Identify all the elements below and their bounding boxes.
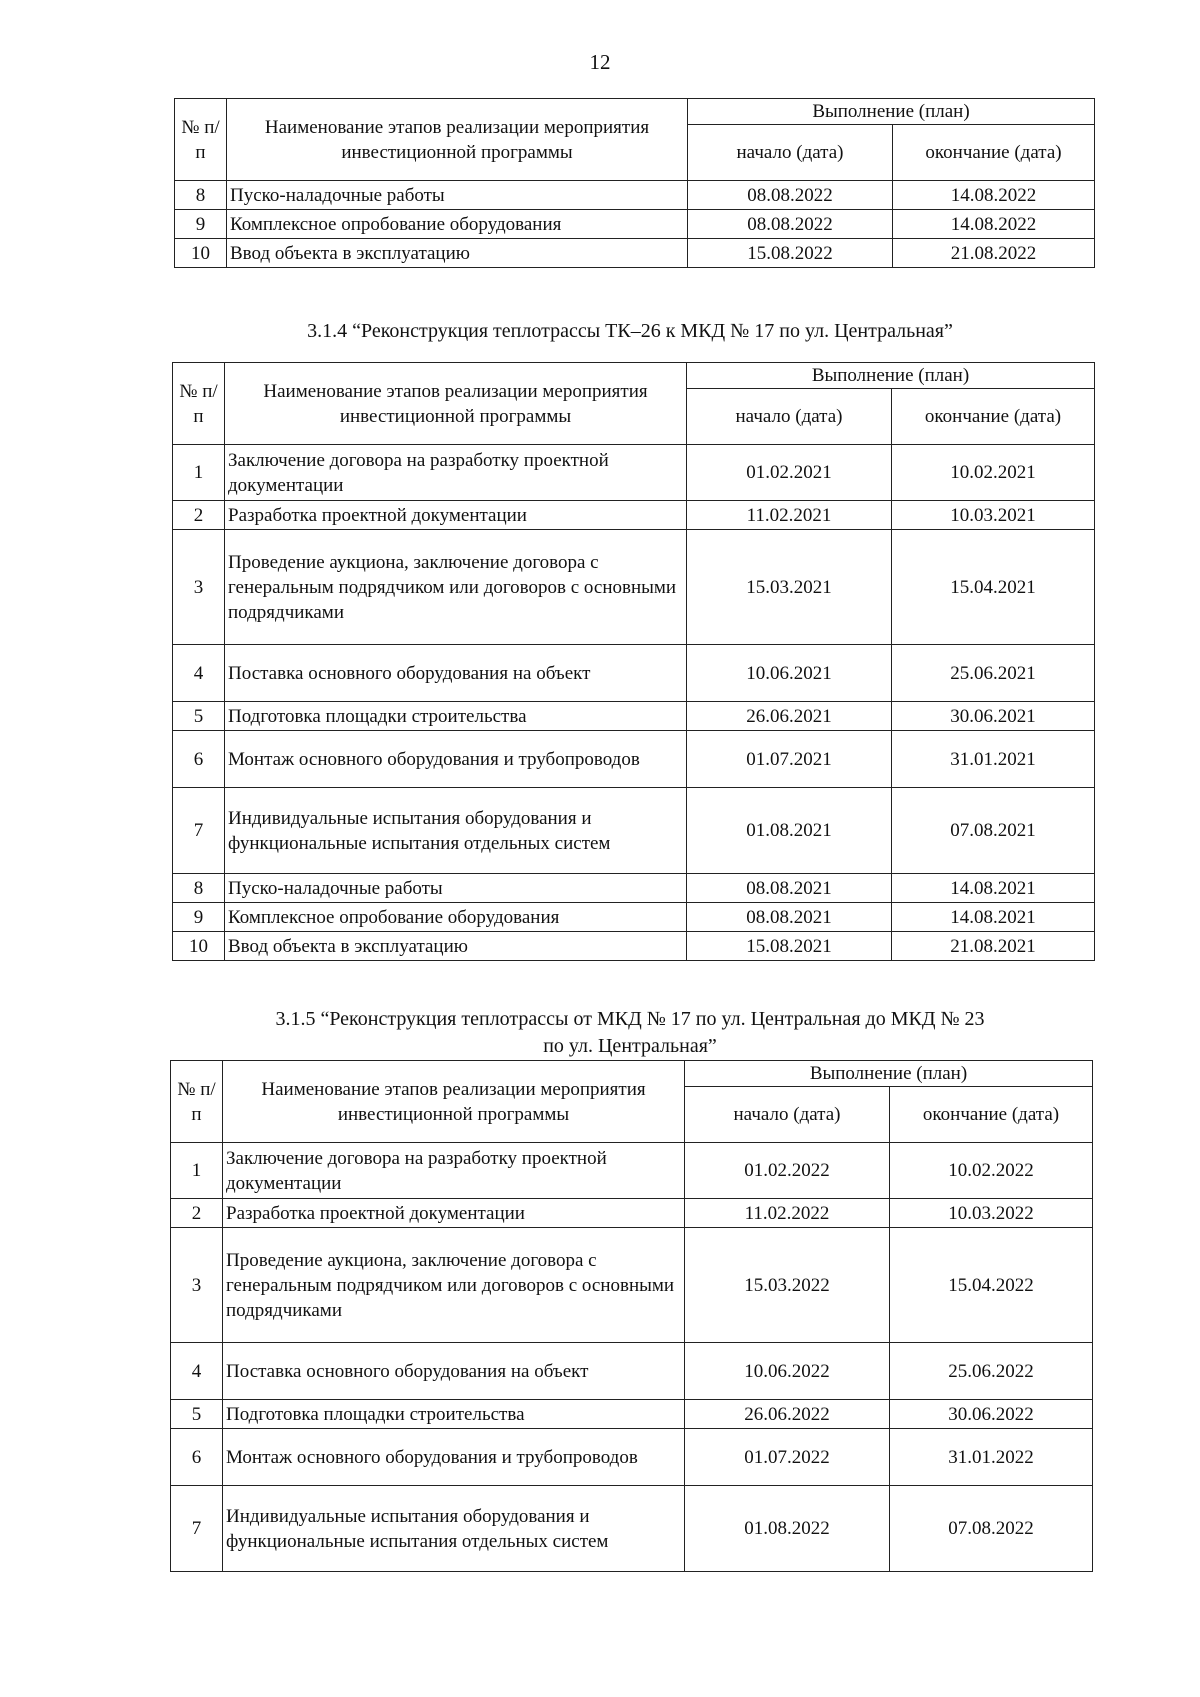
header-stage-name: Наименование этапов реализации мероприятия инвестиционной программы [225,363,687,445]
row-start-date: 15.03.2022 [685,1228,890,1343]
header-stage-name: Наименование этапов реализации мероприятия инвестиционной программы [223,1061,685,1143]
header-start: начало (дата) [685,1087,890,1143]
row-end-date: 14.08.2022 [893,181,1095,210]
table-row [171,1143,1093,1199]
row-start-date: 10.06.2021 [687,645,892,702]
table-row [173,702,1095,731]
row-num: 10 [175,239,227,268]
row-num: 3 [173,530,225,645]
table-row [173,501,1095,530]
table-row [171,1199,1093,1228]
stages-table-continued [174,98,1095,268]
section-3-1-4-title: 3.1.4 “Реконструкция теплотрассы ТК–26 к МКД № 17 по ул. Центральная” [307,320,953,342]
table-row [171,1228,1093,1343]
row-stage: Заключение договора на разработку проектной документации [223,1143,685,1199]
row-num: 9 [175,210,227,239]
row-end-date: 07.08.2021 [892,788,1095,874]
row-end-date: 25.06.2022 [890,1343,1093,1400]
row-start-date: 01.08.2022 [685,1486,890,1572]
table-header [171,1061,1093,1143]
row-stage: Монтаж основного оборудования и трубопроводов [225,731,687,788]
row-start-date: 10.06.2022 [685,1343,890,1400]
row-stage: Индивидуальные испытания оборудования и функциональные испытания отдельных систем [225,788,687,874]
page-number: 12 [589,50,611,74]
header-end: окончание (дата) [890,1087,1093,1143]
row-stage: Комплексное опробование оборудования [227,210,688,239]
row-stage: Комплексное опробование оборудования [225,903,687,932]
row-start-date: 01.07.2022 [685,1429,890,1486]
row-num: 6 [173,731,225,788]
row-num: 9 [173,903,225,932]
row-stage: Пуско-наладочные работы [225,874,687,903]
header-plan: Выполнение (план) [687,363,1095,389]
row-num: 5 [171,1400,223,1429]
table-row [175,210,1095,239]
row-end-date: 14.08.2021 [892,903,1095,932]
row-stage: Подготовка площадки строительства [223,1400,685,1429]
row-start-date: 08.08.2021 [687,874,892,903]
row-stage: Разработка проектной документации [223,1199,685,1228]
row-stage: Поставка основного оборудования на объект [223,1343,685,1400]
row-end-date: 15.04.2022 [890,1228,1093,1343]
row-end-date: 14.08.2021 [892,874,1095,903]
table-body [171,1143,1093,1572]
row-start-date: 01.08.2021 [687,788,892,874]
section-3-1-5-title [0,1006,1200,1060]
row-num: 1 [171,1143,223,1199]
row-num: 10 [173,932,225,961]
row-end-date: 31.01.2022 [890,1429,1093,1486]
row-end-date: 30.06.2022 [890,1400,1093,1429]
row-num: 4 [171,1343,223,1400]
header-num: № п/п [173,363,225,445]
row-stage: Заключение договора на разработку проектной документации [225,445,687,501]
table-row [171,1400,1093,1429]
header-stage-name: Наименование этапов реализации мероприятия инвестиционной программы [227,99,688,181]
row-start-date: 01.02.2022 [685,1143,890,1199]
table-row [171,1486,1093,1572]
row-start-date: 26.06.2022 [685,1400,890,1429]
row-stage: Поставка основного оборудования на объект [225,645,687,702]
row-start-date: 01.07.2021 [687,731,892,788]
row-stage: Проведение аукциона, заключение договора с генеральным подрядчиком или договоров с основными подрядчиками [225,530,687,645]
row-end-date: 14.08.2022 [893,210,1095,239]
header-num: № п/п [175,99,227,181]
table-body [175,181,1095,268]
row-num: 8 [173,874,225,903]
table-row [173,530,1095,645]
table-row [171,1429,1093,1486]
row-num: 7 [171,1486,223,1572]
header-start: начало (дата) [687,389,892,445]
table-row [173,731,1095,788]
row-end-date: 07.08.2022 [890,1486,1093,1572]
table-header [173,363,1095,445]
row-start-date: 15.08.2021 [687,932,892,961]
row-num: 1 [173,445,225,501]
row-end-date: 25.06.2021 [892,645,1095,702]
row-num: 2 [173,501,225,530]
row-num: 6 [171,1429,223,1486]
row-end-date: 21.08.2021 [892,932,1095,961]
row-start-date: 15.08.2022 [688,239,893,268]
row-stage: Разработка проектной документации [225,501,687,530]
row-end-date: 30.06.2021 [892,702,1095,731]
row-end-date: 21.08.2022 [893,239,1095,268]
row-stage: Монтаж основного оборудования и трубопроводов [223,1429,685,1486]
header-end: окончание (дата) [893,125,1095,181]
row-stage: Индивидуальные испытания оборудования и функциональные испытания отдельных систем [223,1486,685,1572]
header-end: окончание (дата) [892,389,1095,445]
table-row [173,903,1095,932]
header-num: № п/п [171,1061,223,1143]
row-start-date: 01.02.2021 [687,445,892,501]
table-row [173,874,1095,903]
row-num: 3 [171,1228,223,1343]
row-end-date: 10.02.2022 [890,1143,1093,1199]
row-num: 7 [173,788,225,874]
row-stage: Ввод объекта в эксплуатацию [225,932,687,961]
table-row [173,932,1095,961]
table-row [171,1343,1093,1400]
row-stage: Пуско-наладочные работы [227,181,688,210]
row-stage: Подготовка площадки строительства [225,702,687,731]
stages-table-3-1-5 [170,1060,1093,1572]
row-start-date: 08.08.2022 [688,210,893,239]
row-start-date: 26.06.2021 [687,702,892,731]
row-num: 2 [171,1199,223,1228]
table-row [173,645,1095,702]
row-end-date: 31.01.2021 [892,731,1095,788]
section-3-1-5-title-line1: 3.1.5 “Реконструкция теплотрассы от МКД № 17 по ул. Центральная до МКД № 23 [275,1008,985,1030]
row-end-date: 15.04.2021 [892,530,1095,645]
row-num: 4 [173,645,225,702]
row-num: 5 [173,702,225,731]
row-start-date: 08.08.2022 [688,181,893,210]
table-header [175,99,1095,181]
table-row [173,445,1095,501]
row-end-date: 10.03.2022 [890,1199,1093,1228]
row-stage: Ввод объекта в эксплуатацию [227,239,688,268]
table-row [175,181,1095,210]
row-end-date: 10.03.2021 [892,501,1095,530]
row-start-date: 11.02.2021 [687,501,892,530]
section-3-1-5-title-line2: по ул. Центральная” [543,1035,717,1057]
row-end-date: 10.02.2021 [892,445,1095,501]
row-start-date: 15.03.2021 [687,530,892,645]
row-stage: Проведение аукциона, заключение договора с генеральным подрядчиком или договоров с основными подрядчиками [223,1228,685,1343]
stages-table-3-1-4 [172,362,1095,961]
row-start-date: 11.02.2022 [685,1199,890,1228]
table-body [173,445,1095,961]
row-num: 8 [175,181,227,210]
header-start: начало (дата) [688,125,893,181]
table-row [173,788,1095,874]
header-plan: Выполнение (план) [688,99,1095,125]
row-start-date: 08.08.2021 [687,903,892,932]
table-row [175,239,1095,268]
header-plan: Выполнение (план) [685,1061,1093,1087]
